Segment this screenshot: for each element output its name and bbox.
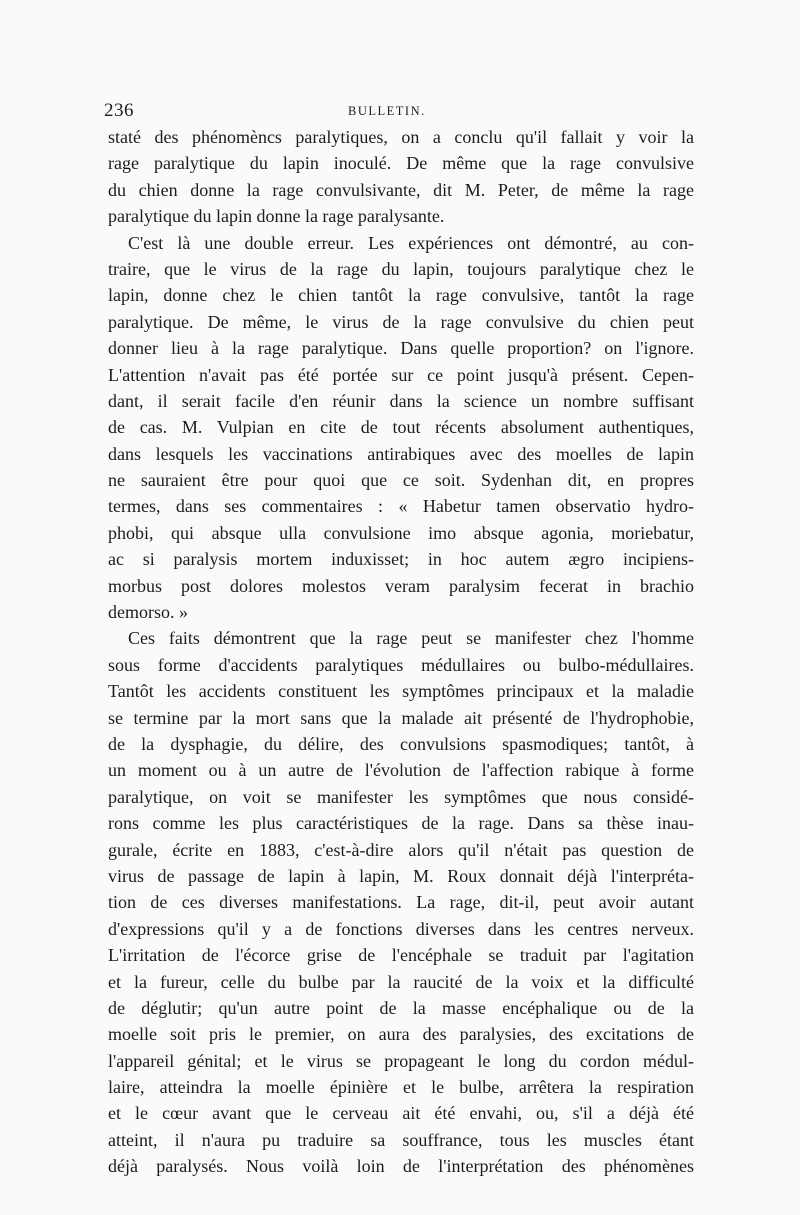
text-line: staté des phénomèncs paralytiques, on a conclu qu'il fallait y voir la	[108, 127, 694, 147]
text-line: donner lieu à la rage paralytique. Dans quelle proportion? on l'ignore.	[108, 338, 694, 359]
text-line: de la dysphagie, du délire, des convulsions spasmodiques; tantôt, à	[108, 733, 694, 754]
text-line: virus de passage de lapin à lapin, M. Roux donnait déjà l'interpréta-	[108, 865, 694, 886]
text-line: laire, atteindra la moelle épinière et le bulbe, arrêtera la respiration	[108, 1077, 694, 1098]
text-line: C'est là une double erreur. Les expériences ont démontré, au con-	[128, 232, 694, 253]
text-line: paralytique, on voit se manifester les symptômes que nous considé-	[108, 786, 694, 807]
text-line: dant, il serait facile d'en réunir dans la science un nombre suffisant	[108, 390, 694, 411]
page-header	[100, 100, 700, 122]
text-line: ac si paralysis mortem induxisset; in hoc autem ægro incipiens-	[108, 549, 694, 570]
text-line: et le cœur avant que le cerveau ait été envahi, ou, s'il a déjà été	[108, 1103, 694, 1124]
text-line: paralytique. De même, le virus de la rage convulsive du chien peut	[108, 311, 694, 332]
text-line: déjà paralysés. Nous voilà loin de l'interprétation des phénomènes	[108, 1156, 694, 1177]
text-line: et la fureur, celle du bulbe par la raucité de la voix et la difficulté	[108, 971, 694, 992]
body-text	[108, 124, 694, 1180]
text-line: traire, que le virus de la rage du lapin, toujours paralytique chez le	[108, 258, 694, 279]
running-title: BULLETIN.	[348, 104, 426, 118]
text-line: dans lesquels les vaccinations antirabiques avec des moelles de lapin	[108, 443, 694, 464]
text-line: termes, dans ses commentaires : « Habetur tamen observatio hydro-	[108, 496, 694, 517]
text-line: rage paralytique du lapin inoculé. De même que la rage convulsive	[108, 153, 694, 174]
text-line: du chien donne la rage convulsivante, dit M. Peter, de même la rage	[108, 179, 694, 200]
text-line: lapin, donne chez le chien tantôt la rage convulsive, tantôt la rage	[108, 285, 694, 306]
text-line: tion de ces diverses manifestations. La rage, dit-il, peut avoir autant	[108, 892, 694, 913]
text-line: gurale, écrite en 1883, c'est-à-dire alors qu'il n'était pas question de	[108, 839, 694, 860]
text-line: un moment ou à un autre de l'évolution de l'affection rabique à forme	[108, 760, 694, 781]
page-number: 236	[104, 100, 134, 121]
text-line: demorso. »	[108, 602, 188, 623]
text-line: se termine par la mort sans que la malade ait présenté de l'hydrophobie,	[108, 707, 694, 728]
text-line: de cas. M. Vulpian en cite de tout récents absolument authentiques,	[108, 417, 694, 438]
text-line: phobi, qui absque ulla convulsione imo absque agonia, moriebatur,	[108, 522, 694, 543]
text-line: l'appareil génital; et le virus se propageant le long du cordon médul-	[108, 1050, 694, 1071]
text-line: L'attention n'avait pas été portée sur ce point jusqu'à présent. Cepen-	[108, 364, 694, 385]
text-line: atteint, il n'aura pu traduire sa souffrance, tous les muscles étant	[108, 1129, 694, 1150]
text-line: morbus post dolores molestos veram paralysim fecerat in brachio	[108, 575, 694, 596]
text-line: de déglutir; qu'un autre point de la masse encéphalique ou de la	[108, 997, 694, 1018]
text-line: moelle soit pris le premier, on aura des paralysies, des excitations de	[108, 1024, 694, 1045]
text-line: ne sauraient être pour quoi que ce soit. Sydenhan dit, en propres	[108, 470, 694, 491]
text-line: rons comme les plus caractéristiques de la rage. Dans sa thèse inau-	[108, 813, 694, 834]
text-line: d'expressions qu'il y a de fonctions diverses dans les centres nerveux.	[108, 918, 694, 939]
text-line: L'irritation de l'écorce grise de l'encéphale se traduit par l'agitation	[108, 945, 694, 966]
text-line: paralytique du lapin donne la rage paralysante.	[108, 206, 445, 227]
text-line: Ces faits démontrent que la rage peut se manifester chez l'homme	[128, 628, 694, 649]
text-line: sous forme d'accidents paralytiques médullaires ou bulbo-médullaires.	[108, 654, 694, 675]
text-line: Tantôt les accidents constituent les symptômes principaux et la maladie	[108, 681, 694, 702]
